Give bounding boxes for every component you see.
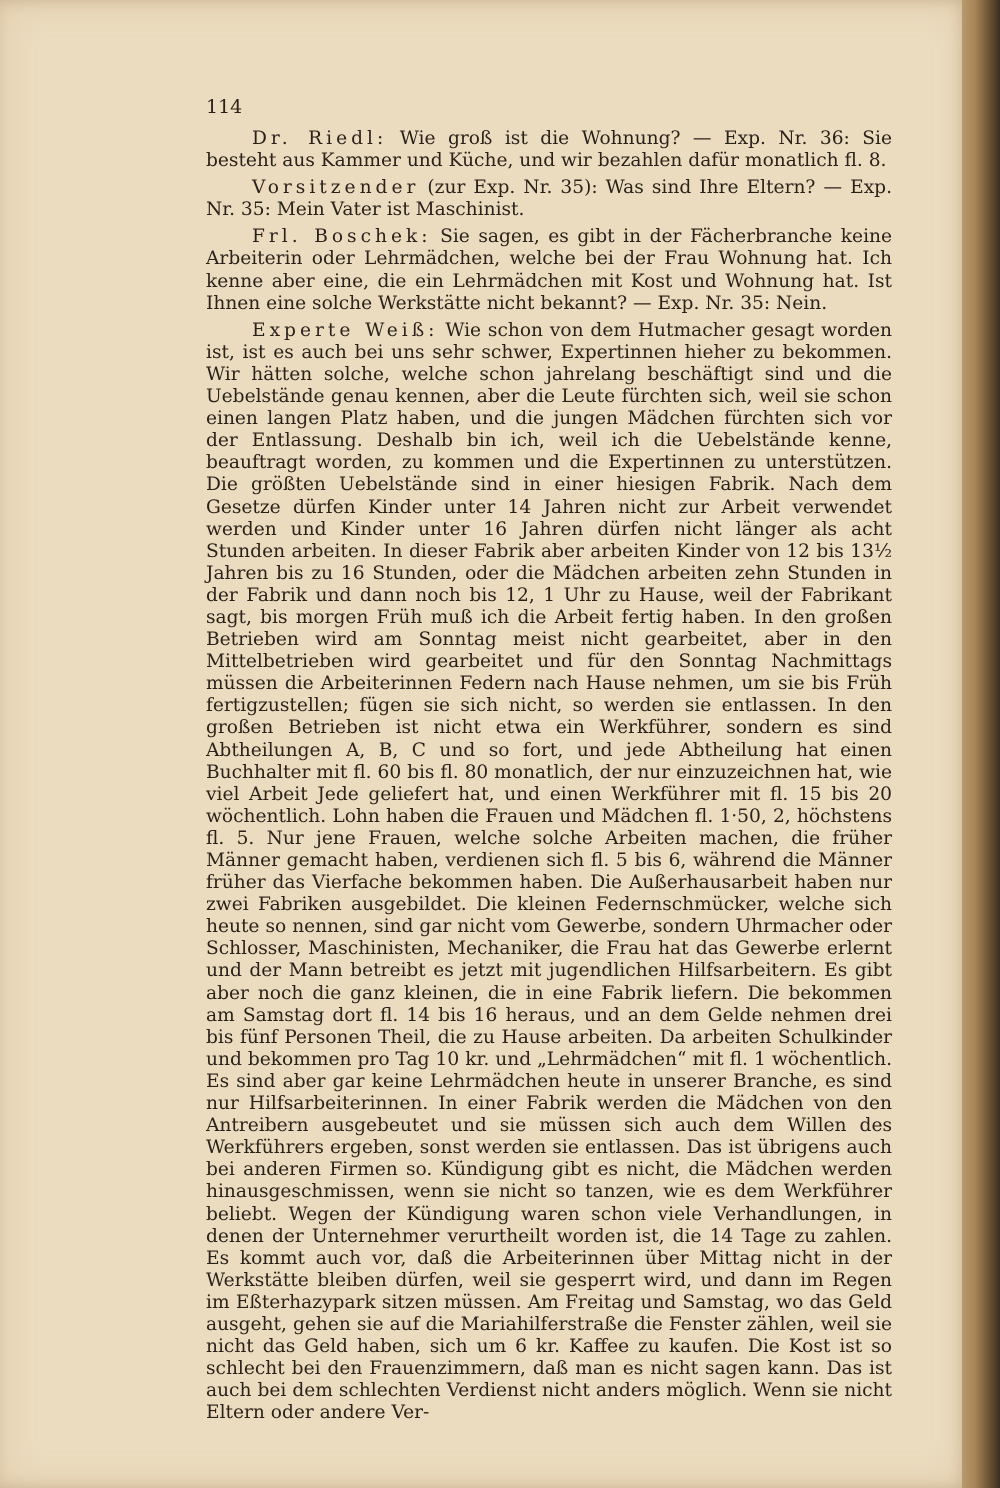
paragraph-text: Sie sagen, es gibt in der Fächerbranche keine Arbeiterin oder Lehrmädchen, welche bei der Frau Wohnung hat. Ich kenne aber eine, die ein Lehrmädchen mit Kost und Wohnung hat. Ist Ihnen eine solche Werkstätte nicht bekannt? — Exp. Nr. 35: Nein.	[206, 226, 892, 314]
page-number: 114	[206, 96, 243, 118]
speaker-name: Frl. Boschek:	[252, 226, 432, 248]
paragraph	[206, 177, 892, 221]
body-text	[206, 128, 892, 1429]
paragraph	[206, 320, 892, 1425]
speaker-name: Experte Weiß:	[252, 319, 439, 341]
paragraph-text: Wie schon von dem Hutmacher gesagt worden ist, ist es auch bei uns sehr schwer, Expertinnen hieher zu bekommen. Wir hätten solche, welche schon jahrelang beschäftigt sind und die Uebelstände genau kennen, aber die Leute fürchten sich, weil sie schon einen langen Platz haben, und die jungen Mädchen fürchten sich vor der Entlassung. Deshalb bin ich, weil ich die Uebelstände kenne, beauftragt worden, zu kommen und die Expertinnen zu unterstützen. Die größten Uebelstände sind in einer hiesigen Fabrik. Nach dem Gesetze dürfen Kinder unter 14 Jahren nicht zur Arbeit verwendet werden und Kinder unter 16 Jahren dürfen nicht länger als acht Stunden arbeiten. In dieser Fabrik aber arbeiten Kinder von 12 bis 13½ Jahren bis zu 16 Stunden, oder die Mädchen arbeiten zehn Stunden in der Fabrik und dann noch bis 12, 1 Uhr zu Hause, weil der Fabrikant sagt, bis morgen Früh muß ich die Arbeit fertig haben. In den großen Betrieben wird am Sonntag meist nicht gearbeitet, aber in den Mittelbetrieben wird gearbeitet und für den Sonntag Nachmittags müssen die Arbeiterinnen Federn nach Hause nehmen, um sie bis Früh fertigzustellen; fügen sie sich nicht, so werden sie entlassen. In den großen Betrieben ist nicht etwa ein Werkführer, sondern es sind Abtheilungen A, B, C und so fort, und jede Abtheilung hat einen Buchhalter mit fl. 60 bis fl. 80 monatlich, der nur einzuzeichnen hat, wie viel Arbeit Jede geliefert hat, und einen Werkführer mit fl. 15 bis 20 wöchentlich. Lohn haben die Frauen und Mädchen fl. 1·50, 2, höchstens fl. 5. Nur jene Frauen, welche solche Arbeiten machen, die früher Männer gemacht haben, verdienen sich fl. 5 bis 6, während die Männer früher das Vierfache bekommen haben. Die Außerhausarbeit haben nur zwei Fabriken ausgebildet. Die kleinen Federnschmücker, welche sich heute so nennen, sind gar nicht vom Gewerbe, sondern Uhrmacher oder Schlosser, Maschinisten, Mechaniker, die Frau hat das Gewerbe erlernt und der Mann betreibt es jetzt mit jugendlichen Hilfsarbeitern. Es gibt aber noch die ganz kleinen, die in eine Fabrik liefern. Die bekommen am Samstag dort fl. 14 bis 16 heraus, und an dem Gelde nehmen drei bis fünf Personen Theil, die zu Hause arbeiten. Da arbeiten Schulkinder und bekommen pro Tag 10 kr. und „Lehrmädchen“ mit fl. 1 wöchentlich. Es sind aber gar keine Lehrmädchen heute in unserer Branche, es sind nur Hilfsarbeiterinnen. In einer Fabrik werden die Mädchen von den Antreibern ausgebeutet und sie müssen sich auch dem Willen des Werkführers ergeben, sonst werden sie entlassen. Das ist übrigens auch bei anderen Firmen so. Kündigung gibt es nicht, die Mädchen werden hinausgeschmissen, wenn sie nicht so tanzen, wie es dem Werkführer beliebt. Wegen der Kündigung waren schon viele Verhandlungen, in denen der Unternehmer verurtheilt worden ist, die 14 Tage zu zahlen. Es kommt auch vor, daß die Arbeiterinnen über Mittag nicht in der Werkstätte bleiben dürfen, weil sie gesperrt wird, und dann im Regen im Eßterhazypark sitzen müssen. Am Freitag und Samstag, wo das Geld ausgeht, gehen sie auf die Mariahilferstraße die Fenster zählen, weil sie nicht das Geld haben, sich um 6 kr. Kaffee zu kaufen. Die Kost ist so schlecht bei den Frauenzimmern, daß man es nicht sagen kann. Das ist auch bei dem schlechten Verdienst nicht anders möglich. Wenn sie nicht Eltern oder andere Ver-	[206, 319, 892, 1424]
paragraph	[206, 128, 892, 172]
paragraph-text: (zur Exp. Nr. 35): Was sind Ihre Eltern? — Exp. Nr. 35: Mein Vater ist Maschinist.	[206, 177, 892, 221]
speaker-name: Vorsitzender	[252, 177, 420, 199]
speaker-name: Dr. Riedl:	[252, 128, 388, 149]
paragraph-text: Wie groß ist die Wohnung? — Exp. Nr. 36: Sie besteht aus Kammer und Küche, und wir bezahlen dafür monatlich fl. 8.	[206, 128, 892, 172]
paragraph	[206, 226, 892, 314]
book-edge	[962, 0, 1000, 1488]
